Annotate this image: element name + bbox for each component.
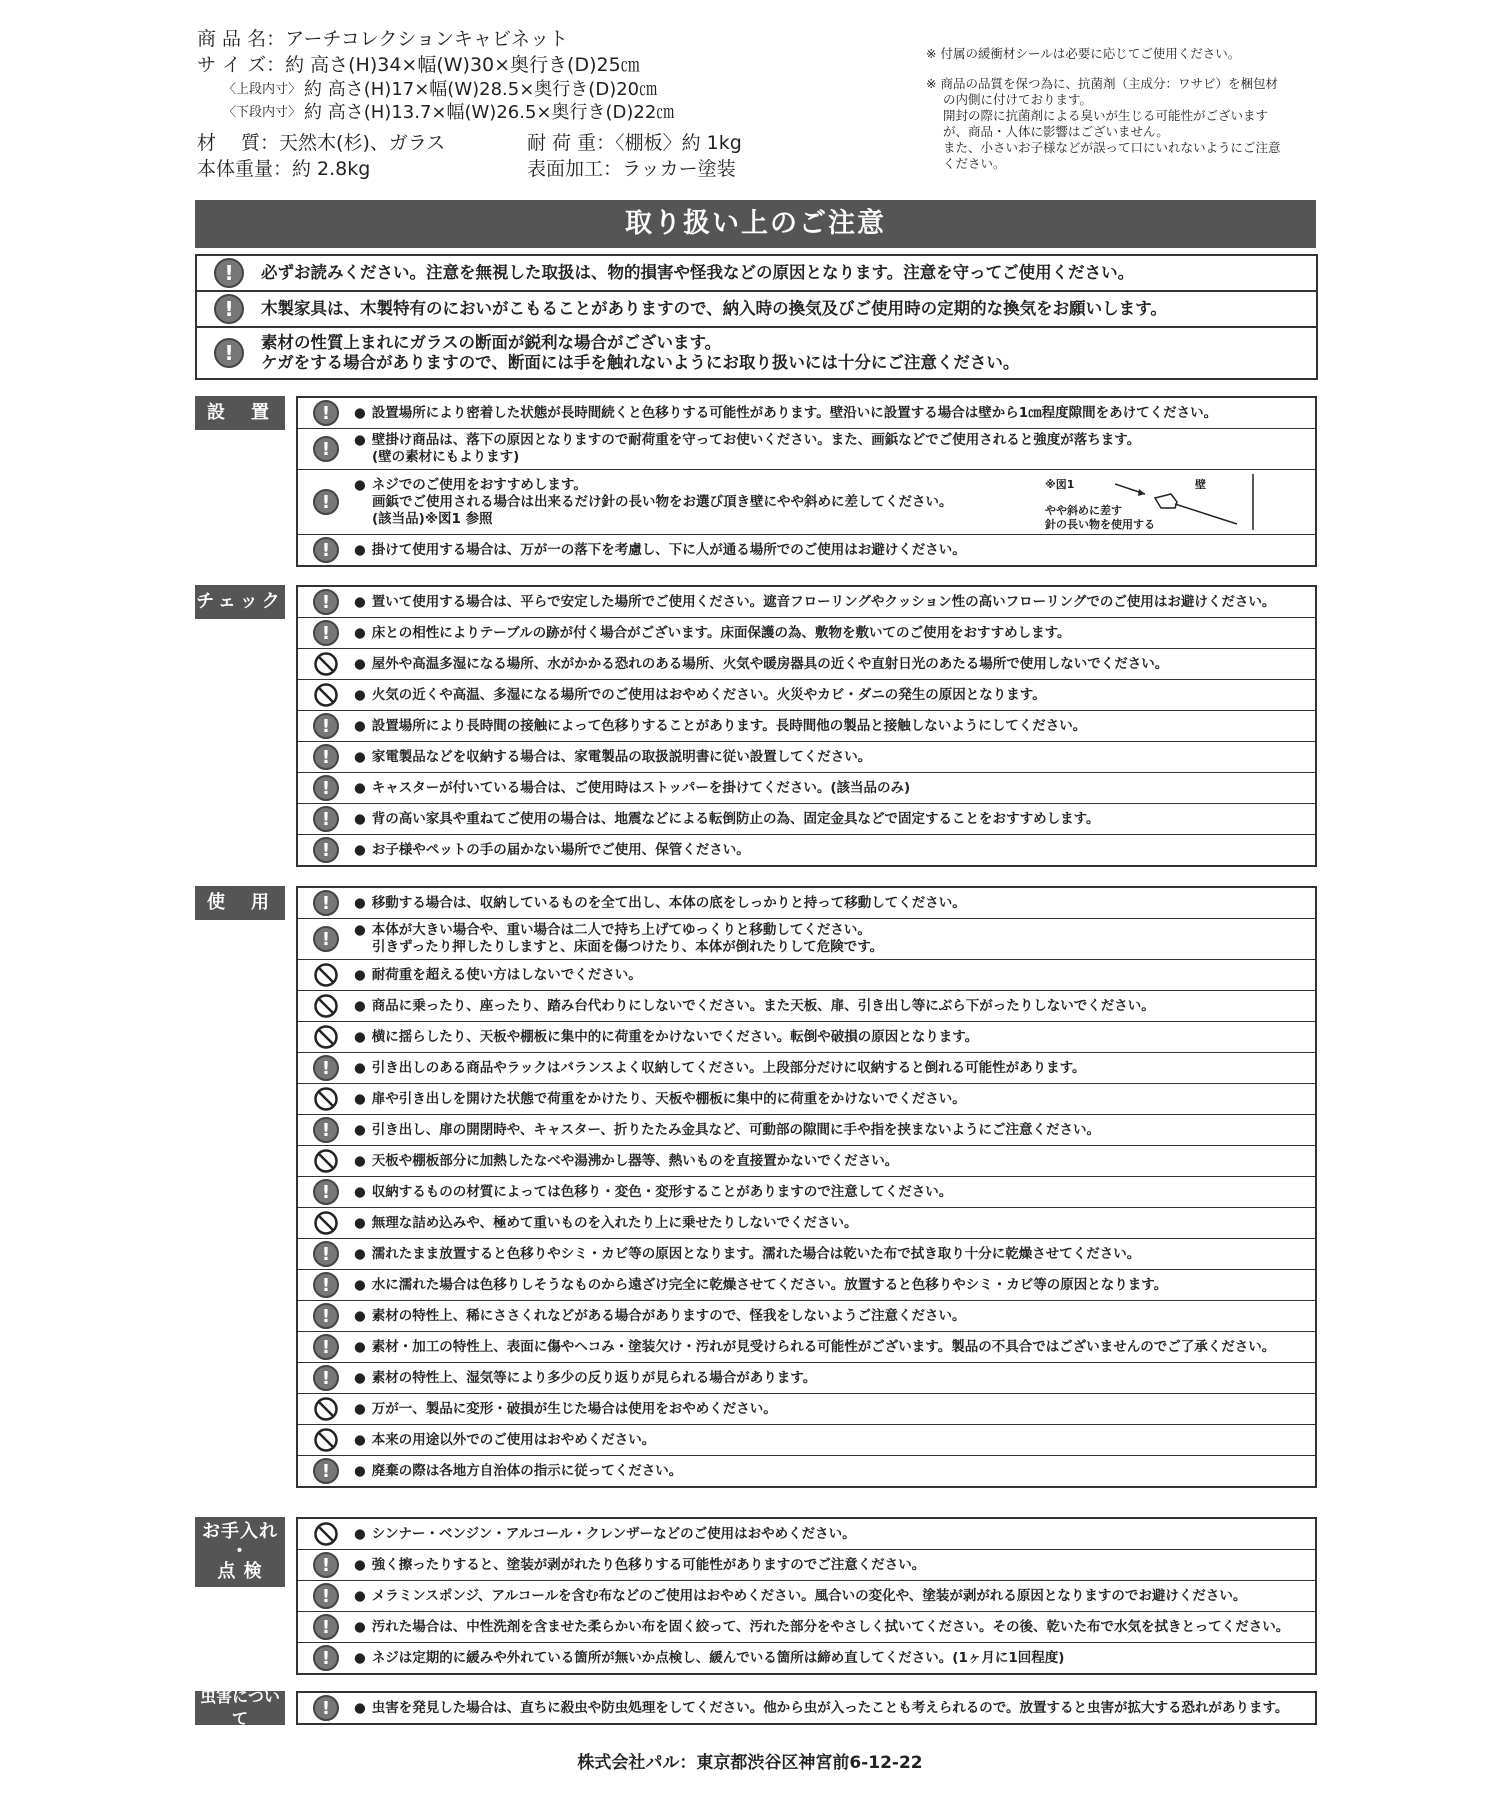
caution-row: [298, 649, 1315, 680]
exclamation-icon: !: [313, 775, 339, 801]
product-specs: [197, 26, 917, 182]
caution-row: [298, 888, 1315, 919]
caution-row: [298, 1363, 1315, 1394]
section-label-line: ・: [230, 1541, 250, 1562]
caution-text: シンナー・ベンジン・アルコール・クレンザーなどのご使用はおやめください。: [371, 1525, 856, 1542]
note-antibacterial-line: ください。: [943, 156, 1006, 171]
bullet-icon: ●: [354, 686, 366, 703]
caution-text: 屋外や高温多湿になる場所、水がかかる恐れのある場所、火気や暖房器具の近くや直射日光のあたる場所で使用しないでください。: [371, 655, 1169, 672]
caution-table: [296, 396, 1317, 567]
caution-text: キャスターが付いている場合は、ご使用時はストッパーを掛けてください。(該当品のみ): [371, 779, 911, 796]
bullet-icon: ●: [354, 1618, 366, 1635]
caution-text: 引き出し、扉の開閉時や、キャスター、折りたたみ金具など、可動部の隙間に手や指を挟まないようにご注意ください。: [371, 1121, 1100, 1138]
caution-row: [298, 1084, 1315, 1115]
spec-upper-value: 約 高さ(H)17×幅(W)28.5×奥行き(D)20㎝: [304, 79, 658, 100]
exclamation-icon: !: [313, 1272, 339, 1298]
note-antibacterial-line: が、商品・人体に影響はございません。: [943, 124, 1169, 139]
exclamation-icon: !: [313, 1583, 339, 1609]
caution-table: [296, 1517, 1317, 1675]
caution-text: 収納するものの材質によっては色移り・変色・変形することがありますので注意してください。: [371, 1183, 953, 1200]
prohibited-icon: [313, 962, 339, 988]
general-caution-text: 素材の性質上まれにガラスの断面が鋭利な場合がございます。: [261, 333, 722, 352]
figure-wall-label: 壁: [1195, 478, 1206, 491]
figure-ref: ※図1: [1045, 478, 1075, 491]
side-notes: [926, 46, 1316, 172]
caution-table: [296, 886, 1317, 1488]
spec-size: サ イ ズ：約 高さ(H)34×幅(W)30×奥行き(D)25㎝: [197, 54, 640, 76]
exclamation-icon: !: [313, 926, 339, 952]
exclamation-icon: !: [313, 620, 339, 646]
caution-text: 床との相性によりテーブルの跡が付く場合がございます。床面保護の為、敷物を敷いてのご使用をおすすめします。: [371, 624, 1071, 641]
bullet-icon: ●: [354, 593, 366, 610]
note-antibacterial-line: の内側に付けております。: [943, 92, 1093, 107]
exclamation-icon: !: [313, 1365, 339, 1391]
caution-text: 火気の近くや高温、多湿になる場所でのご使用はおやめください。火災やカビ・ダニの発生の原因となります。: [371, 686, 1046, 703]
pushpin-figure: [1045, 474, 1295, 534]
prohibited-icon: [313, 1396, 339, 1422]
caution-text: 引きずったり押したりしますと、床面を傷つけたり、本体が倒れたりして危険です。: [372, 939, 884, 955]
caution-row: [298, 991, 1315, 1022]
bullet-icon: ●: [354, 1525, 366, 1542]
note-antibacterial-first: ※ 商品の品質を保つ為に、抗菌剤（主成分：ワサビ）を梱包材: [926, 76, 1278, 91]
bullet-icon: ●: [354, 841, 366, 858]
caution-text: 汚れた場合は、中性洗剤を含ませた柔らかい布を固く絞って、汚れた部分をやさしく拭いてください。その後、乾いた布で水気を拭きとってください。: [371, 1618, 1290, 1635]
general-caution-row: [197, 292, 1316, 328]
caution-row: [298, 742, 1315, 773]
caution-text: 素材の特性上、湿気等により多少の反り返りが見られる場合があります。: [371, 1369, 817, 1386]
note-antibacterial-line: また、小さいお子様などが誤って口にいれないようにご注意: [943, 140, 1281, 155]
spec-material: 材 質：天然木(杉)、ガラス: [197, 132, 446, 154]
caution-text: 掛けて使用する場合は、万が一の落下を考慮し、下に人が通る場所でのご使用はお避けください。: [371, 541, 966, 558]
section-label: チェック: [195, 585, 285, 619]
caution-row: [298, 960, 1315, 991]
bullet-icon: ●: [354, 1400, 366, 1417]
bullet-icon: ●: [354, 748, 366, 765]
caution-row: [298, 1643, 1315, 1673]
exclamation-icon: !: [214, 258, 244, 288]
exclamation-icon: !: [313, 806, 339, 832]
bullet-icon: ●: [354, 1090, 366, 1107]
bullet-icon: ●: [354, 624, 366, 641]
bullet-icon: ●: [354, 1152, 366, 1169]
exclamation-icon: !: [313, 1055, 339, 1081]
spec-lower-value: 約 高さ(H)13.7×幅(W)26.5×奥行き(D)22㎝: [304, 102, 675, 123]
caution-row: [298, 1519, 1315, 1550]
caution-text: メラミンスポンジ、アルコールを含む布などのご使用はおやめください。風合いの変化や、塗装が剥がれる原因となりますのでお避けください。: [371, 1587, 1247, 1604]
caution-text: (壁の素材にもよります): [372, 449, 520, 465]
caution-table: [296, 585, 1317, 867]
spec-finish: 表面加工：ラッカー塗装: [527, 158, 736, 180]
spec-lower-inner: [197, 101, 917, 124]
caution-row: [298, 919, 1315, 960]
prohibited-icon: [313, 1210, 339, 1236]
prohibited-icon: [313, 1521, 339, 1547]
bullet-icon: ●: [354, 1059, 366, 1076]
caution-banner: 取り扱い上のご注意: [195, 200, 1316, 248]
caution-row: [298, 429, 1315, 470]
caution-text: ネジは定期的に緩みや外れている箇所が無いか点検し、緩んでいる箇所は締め直してください。(1ヶ月に1回程度): [371, 1649, 1065, 1666]
caution-text: 設置場所により長時間の接触によって色移りすることがあります。長時間他の製品と接触しないようにしてください。: [371, 717, 1087, 734]
caution-text: 壁掛け商品は、落下の原因となりますので耐荷重を守ってお使いください。また、画鋲などでご使用されると強度が落ちます。: [371, 432, 1141, 448]
caution-row: [298, 1332, 1315, 1363]
caution-text: 万が一、製品に変形・破損が生じた場合は使用をおやめください。: [371, 1400, 777, 1417]
caution-row: [298, 680, 1315, 711]
caution-text: 背の高い家具や重ねてご使用の場合は、地震などによる転倒防止の為、固定金具などで固定することをおすすめします。: [371, 810, 1100, 827]
bullet-icon: ●: [354, 810, 366, 827]
exclamation-icon: !: [313, 436, 339, 462]
exclamation-icon: !: [313, 1458, 339, 1484]
section-label: [195, 1517, 285, 1587]
caution-text: 移動する場合は、収納しているものを全て出し、本体の底をしっかりと持って移動してください。: [371, 894, 966, 911]
exclamation-icon: !: [313, 400, 339, 426]
caution-row: [298, 1581, 1315, 1612]
general-caution-text: 必ずお読みください。注意を無視した取扱は、物的損害や怪我などの原因となります。注意を守ってご使用ください。: [261, 263, 1135, 282]
bullet-icon: ●: [354, 1121, 366, 1138]
caution-text: 素材・加工の特性上、表面に傷やヘコみ・塗装欠け・汚れが見受けられる可能性がございます。製品の不具合ではございませんのでご了承ください。: [371, 1338, 1276, 1355]
caution-text: 横に揺らしたり、天板や棚板に集中的に荷重をかけないでください。転倒や破損の原因となります。: [371, 1028, 979, 1045]
bullet-icon: ●: [354, 1245, 366, 1262]
caution-row: [298, 773, 1315, 804]
caution-text: 扉や引き出しを開けた状態で荷重をかけたり、天板や棚板に集中的に荷重をかけないでください。: [371, 1090, 966, 1107]
caution-text: 設置場所により密着した状態が長時間続くと色移りする可能性があります。壁沿いに設置する場合は壁から1㎝程度隙間をあけてください。: [371, 404, 1218, 421]
caution-text: 無理な詰め込みや、極めて重いものを入れたり上に乗せたりしないでください。: [371, 1214, 858, 1231]
caution-text: 廃棄の際は各地方自治体の指示に従ってください。: [371, 1462, 683, 1479]
note-antibacterial: [926, 76, 1316, 172]
exclamation-icon: !: [313, 890, 339, 916]
exclamation-icon: !: [313, 489, 339, 515]
caution-row: [298, 587, 1315, 618]
spec-weight: 本体重量：約 2.8kg: [197, 158, 371, 180]
general-caution-text: 木製家具は、木製特有のにおいがこもることがありますので、納入時の換気及びご使用時の定期的な換気をお願いします。: [261, 299, 1167, 318]
caution-row: [298, 1022, 1315, 1053]
general-caution-text: ケガをする場合がありますので、断面には手を触れないようにお取り扱いには十分にご注意ください。: [261, 353, 1020, 372]
caution-text: 本来の用途以外でのご使用はおやめください。: [371, 1431, 656, 1448]
exclamation-icon: !: [313, 1552, 339, 1578]
spec-product-name: 商 品 名：アーチコレクションキャビネット: [197, 28, 568, 50]
caution-row: [298, 1270, 1315, 1301]
exclamation-icon: !: [313, 1334, 339, 1360]
bullet-icon: ●: [354, 1649, 366, 1666]
bullet-icon: ●: [354, 1556, 366, 1573]
bullet-icon: ●: [354, 997, 366, 1014]
exclamation-icon: !: [313, 837, 339, 863]
caution-text: 強く擦ったりすると、塗装が剥がれたり色移りする可能性がありますのでご注意ください。: [371, 1556, 926, 1573]
prohibited-icon: [313, 1024, 339, 1050]
section-label-line: お手入れ: [202, 1521, 278, 1542]
figure-caption-2: 針の長い物を使用する: [1045, 518, 1155, 531]
bullet-icon: ●: [354, 922, 366, 938]
section-label: 使 用: [195, 886, 285, 920]
bullet-icon: ●: [354, 1462, 366, 1479]
bullet-icon: ●: [354, 1183, 366, 1200]
caution-row: [298, 470, 1315, 535]
caution-table: [296, 1691, 1317, 1725]
caution-text: 本体が大きい場合や、重い場合は二人で持ち上げてゆっくりと移動してください。: [371, 922, 871, 938]
caution-row: [298, 398, 1315, 429]
bullet-icon: ●: [354, 1276, 366, 1293]
exclamation-icon: !: [313, 1645, 339, 1671]
spec-upper-inner: [197, 78, 917, 101]
caution-row: [298, 1177, 1315, 1208]
spec-upper-tag: 〈上段内寸〉: [223, 82, 302, 97]
bullet-icon: ●: [354, 432, 366, 448]
section-label-line: 点 検: [217, 1561, 263, 1582]
prohibited-icon: [313, 1427, 339, 1453]
exclamation-icon: !: [313, 1117, 339, 1143]
bullet-icon: ●: [354, 1307, 366, 1324]
note-antibacterial-line: 開封の際に抗菌剤による臭いが生じる可能性がございます: [943, 108, 1269, 123]
exclamation-icon: !: [313, 744, 339, 770]
caution-text: ネジでのご使用をおすすめします。: [371, 476, 587, 493]
bullet-icon: ●: [354, 1028, 366, 1045]
exclamation-icon: !: [214, 294, 244, 324]
caution-text: 画鋲でご使用される場合は出来るだけ針の長い物をお選び頂き壁にやや斜めに差してください。: [372, 493, 953, 510]
caution-row: [298, 1394, 1315, 1425]
general-caution-row: [197, 328, 1316, 378]
caution-text: 虫害を発見した場合は、直ちに殺虫や防虫処理をしてください。他から虫が入ったことも考えられるので。放置すると虫害が拡大する恐れがあります。: [371, 1699, 1289, 1716]
caution-row: [298, 835, 1315, 865]
exclamation-icon: !: [313, 537, 339, 563]
exclamation-icon: !: [313, 1241, 339, 1267]
bullet-icon: ●: [354, 1587, 366, 1604]
caution-text: (該当品)※図1 参照: [372, 510, 493, 527]
caution-row: [298, 1693, 1315, 1723]
caution-text: 置いて使用する場合は、平らで安定した場所でご使用ください。遮音フローリングやクッション性の高いフローリングでのご使用はお避けください。: [371, 593, 1276, 610]
caution-text: 家電製品などを収納する場合は、家電製品の取扱説明書に従い設置してください。: [371, 748, 872, 765]
exclamation-icon: !: [313, 1614, 339, 1640]
exclamation-icon: !: [214, 338, 244, 368]
section-label: 設 置: [195, 396, 285, 430]
bullet-icon: ●: [354, 476, 366, 493]
spec-load: 耐 荷 重：〈棚板〉約 1kg: [527, 132, 742, 154]
bullet-icon: ●: [354, 1369, 366, 1386]
caution-text: 天板や棚板部分に加熱したなべや湯沸かし器等、熱いものを直接置かないでください。: [371, 1152, 899, 1169]
section-label: 虫害について: [195, 1691, 285, 1725]
general-cautions: [195, 254, 1318, 380]
exclamation-icon: !: [313, 1303, 339, 1329]
caution-text: 商品に乗ったり、座ったり、踏み台代わりにしないでください。また天板、扉、引き出し等にぶら下がったりしないでください。: [371, 997, 1155, 1014]
pushpin-icon: [1115, 474, 1305, 534]
exclamation-icon: !: [313, 1179, 339, 1205]
exclamation-icon: !: [313, 589, 339, 615]
prohibited-icon: [313, 682, 339, 708]
caution-row: [298, 1146, 1315, 1177]
bullet-icon: ●: [354, 541, 366, 558]
bullet-icon: ●: [354, 894, 366, 911]
bullet-icon: ●: [354, 1214, 366, 1231]
caution-row: [298, 804, 1315, 835]
figure-caption-1: やや斜めに差す: [1045, 504, 1122, 517]
caution-row: [298, 618, 1315, 649]
prohibited-icon: [313, 651, 339, 677]
caution-text: お子様やペットの手の届かない場所でご使用、保管ください。: [371, 841, 750, 858]
bullet-icon: ●: [354, 779, 366, 796]
caution-row: [298, 1425, 1315, 1456]
caution-row: [298, 1115, 1315, 1146]
caution-row: [298, 535, 1315, 565]
caution-text: 水に濡れた場合は色移りしそうなものから遠ざけ完全に乾燥させてください。放置すると色移りやシミ・カビ等の原因となります。: [371, 1276, 1168, 1293]
caution-row: [298, 1239, 1315, 1270]
bullet-icon: ●: [354, 1431, 366, 1448]
bullet-icon: ●: [354, 1699, 366, 1716]
bullet-icon: ●: [354, 655, 366, 672]
prohibited-icon: [313, 1148, 339, 1174]
caution-row: [298, 1550, 1315, 1581]
prohibited-icon: [313, 993, 339, 1019]
caution-text: 引き出しのある商品やラックはバランスよく収納してください。上段部分だけに収納すると倒れる可能性があります。: [371, 1059, 1086, 1076]
spec-lower-tag: 〈下段内寸〉: [223, 105, 302, 120]
caution-text: 濡れたまま放置すると色移りやシミ・カビ等の原因となります。濡れた場合は乾いた布で拭き取り十分に乾燥させてください。: [371, 1245, 1141, 1262]
general-caution-row: [197, 256, 1316, 292]
caution-row: [298, 1053, 1315, 1084]
prohibited-icon: [313, 1086, 339, 1112]
caution-text: 耐荷重を超える使い方はしないでください。: [371, 966, 642, 983]
bullet-icon: ●: [354, 717, 366, 734]
caution-row: [298, 711, 1315, 742]
bullet-icon: ●: [354, 404, 366, 421]
caution-row: [298, 1208, 1315, 1239]
company-footer: 株式会社パル：東京都渋谷区神宮前6-12-22: [577, 1753, 923, 1773]
bullet-icon: ●: [354, 1338, 366, 1355]
caution-row: [298, 1456, 1315, 1486]
caution-text: 素材の特性上、稀にささくれなどがある場合がありますので、怪我をしないようご注意ください。: [371, 1307, 966, 1324]
caution-row: [298, 1301, 1315, 1332]
caution-row: [298, 1612, 1315, 1643]
exclamation-icon: !: [313, 713, 339, 739]
note-cushion: ※ 付属の緩衝材シールは必要に応じてご使用ください。: [926, 46, 1241, 61]
bullet-icon: ●: [354, 966, 366, 983]
exclamation-icon: !: [313, 1695, 339, 1721]
